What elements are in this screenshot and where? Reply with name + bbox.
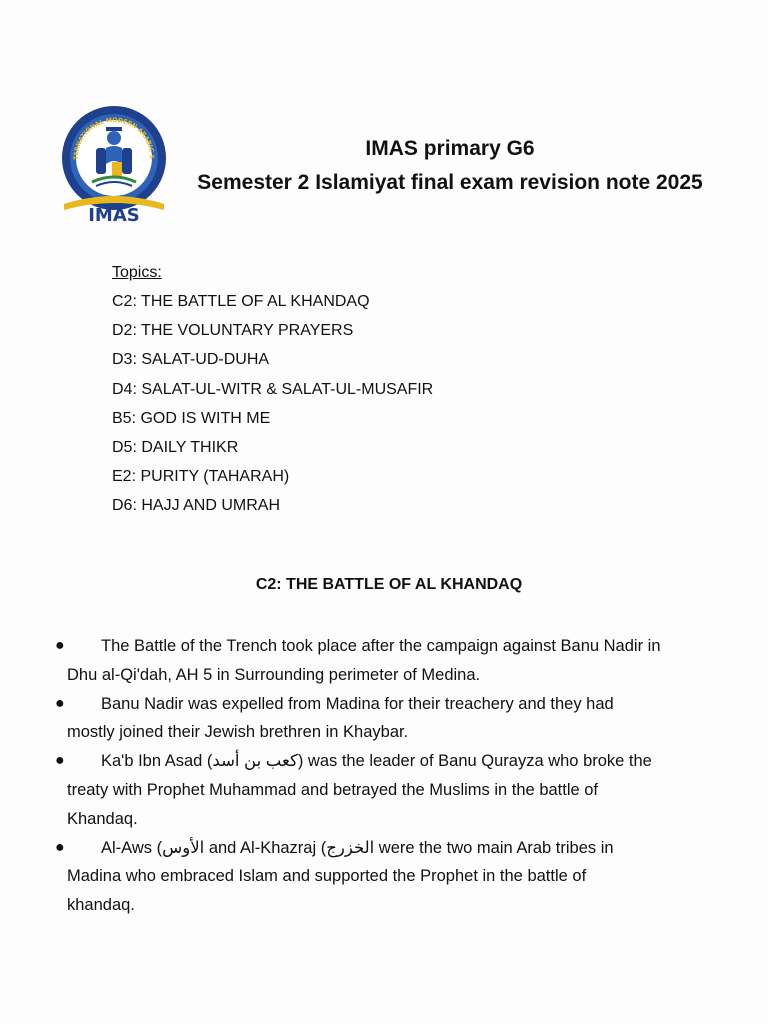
bullet-item (0, 632, 768, 690)
bullet-text-line: The Battle of the Trench took place after the campaign against Banu Nadir in (101, 637, 661, 655)
logo-ring-text: TERNATIONAL MODERN ARABIC S (72, 116, 156, 161)
bullet-text-line: Khandaq. (67, 809, 138, 828)
topic-item: D2: THE VOLUNTARY PRAYERS (112, 322, 354, 340)
bullet-text-line: Banu Nadir was expelled from Madina for their treachery and they had (101, 694, 614, 713)
bullet-icon: ● (55, 752, 65, 770)
bullet-item (0, 747, 768, 833)
bullet-text-line: Al-Aws (الأوس and Al-Khazraj (الخزرج were the two main Arab tribes in (101, 838, 614, 857)
bullet-text-line: Ka'b Ibn Asad (كعب بن أسد) was the leader of Banu Qurayza who broke the (101, 752, 652, 771)
document-header (170, 132, 730, 200)
topics-label: Topics: (112, 264, 162, 281)
bullet-text-line: Madina who embraced Islam and supported the Prophet in the battle of (67, 867, 587, 886)
topic-item: E2: PURITY (TAHARAH) (112, 468, 290, 486)
bullet-text-line: khandaq. (67, 896, 135, 915)
bullet-icon: ● (55, 838, 65, 856)
document-subtitle: Semester 2 Islamiyat final exam revision note 2025 (197, 171, 703, 194)
document-title: IMAS primary G6 (365, 137, 535, 160)
logo-wordmark: IMAS (88, 205, 140, 224)
bullet-item (0, 834, 768, 920)
bullet-icon: ● (55, 694, 65, 712)
bullet-list (0, 632, 768, 920)
bullet-icon: ● (55, 637, 65, 654)
topic-item: B5: GOD IS WITH ME (112, 409, 271, 427)
bullet-item (0, 690, 768, 748)
topics-list (112, 258, 433, 521)
topic-item: D3: SALAT-UD-DUHA (112, 351, 270, 369)
bullet-text-line: treaty with Prophet Muhammad and betrayed the Muslims in the battle of (67, 780, 599, 799)
topic-item: D4: SALAT-UL-WITR & SALAT-UL-MUSAFIR (112, 380, 434, 398)
topic-item: C2: THE BATTLE OF AL KHANDAQ (112, 293, 370, 310)
bullet-text-line: Dhu al-Qi'dah, AH 5 in Surrounding perimeter of Medina. (67, 665, 481, 684)
section-heading: C2: THE BATTLE OF AL KHANDAQ (255, 576, 523, 593)
topic-item: D5: DAILY THIKR (112, 439, 239, 457)
topic-item: D6: HAJJ AND UMRAH (112, 497, 281, 515)
school-logo (56, 100, 172, 224)
bullet-text-line: mostly joined their Jewish brethren in Khaybar. (67, 723, 409, 742)
